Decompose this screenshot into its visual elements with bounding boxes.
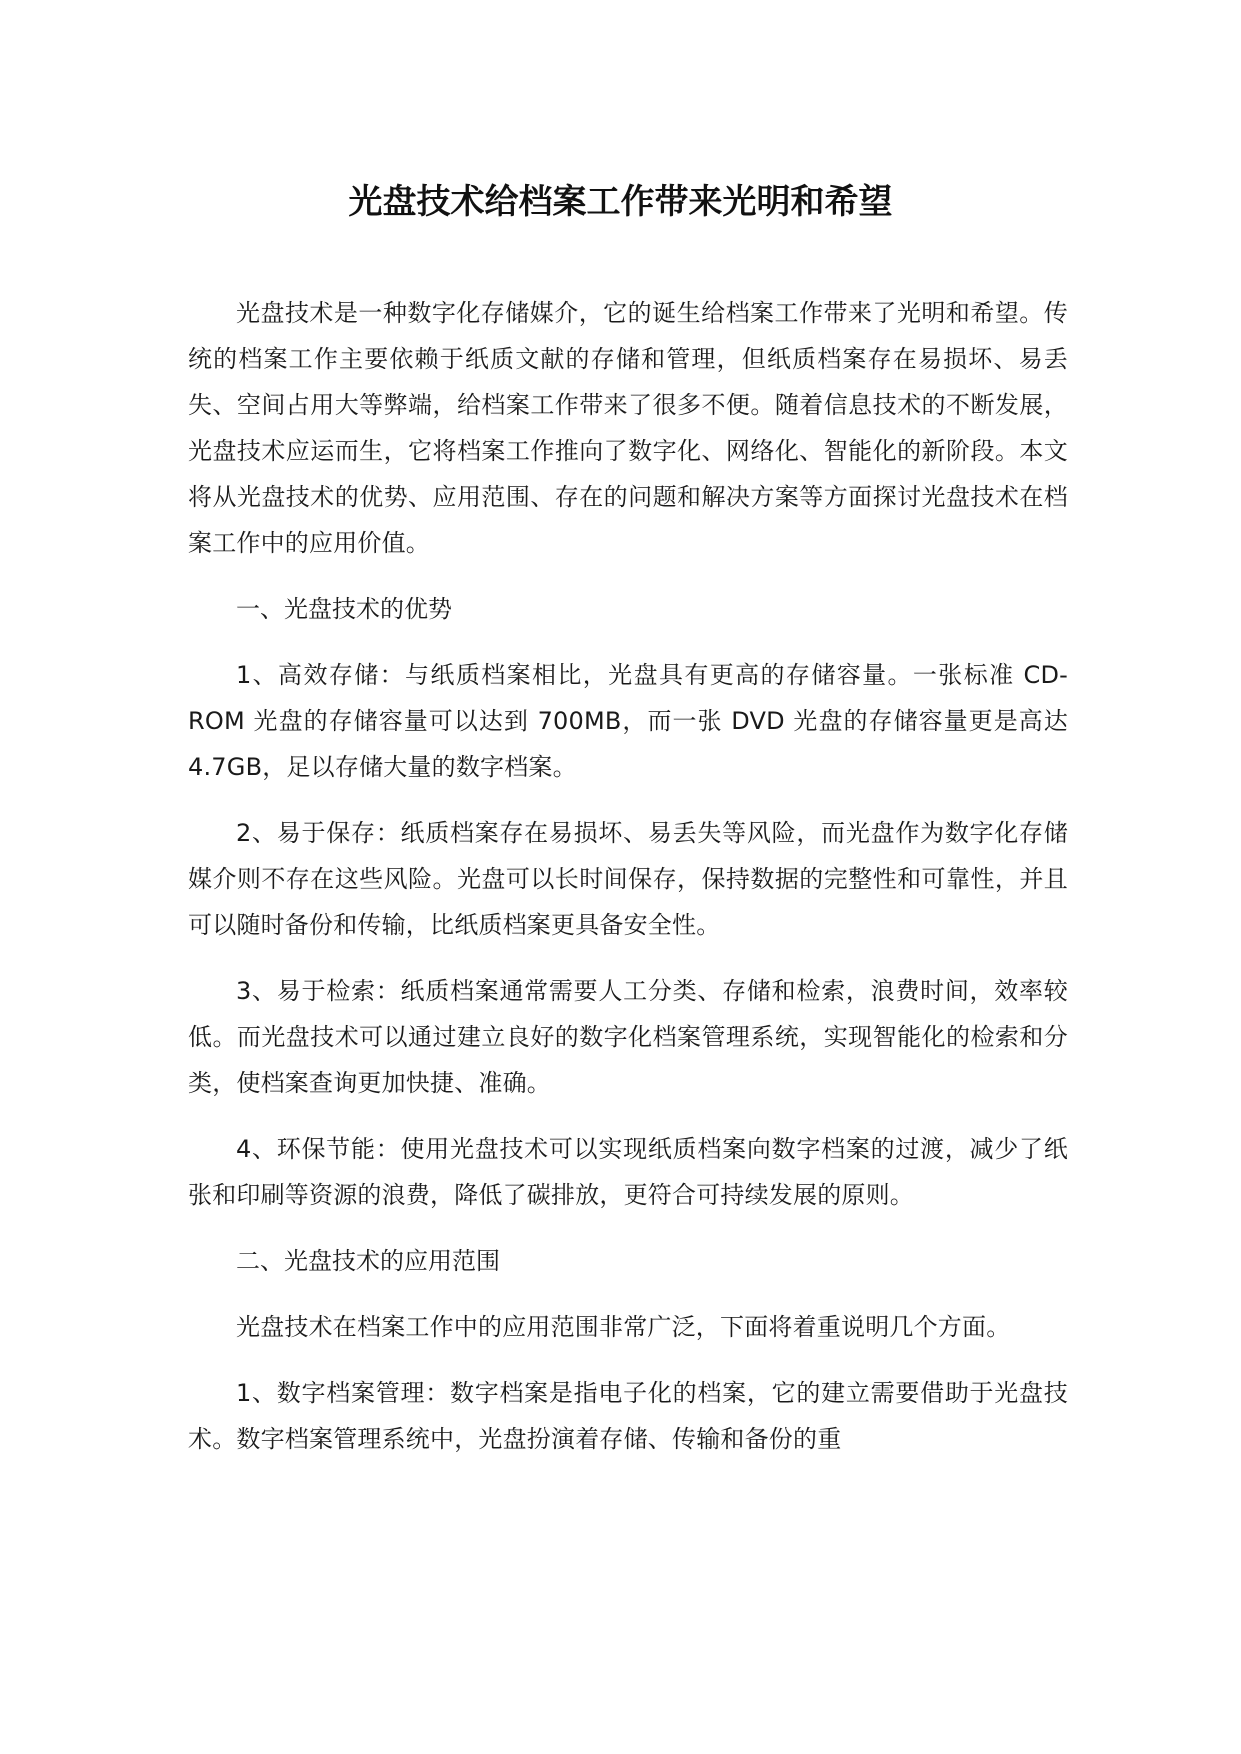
paragraph-advantage-storage: 1、高效存储：与纸质档案相比，光盘具有更高的存储容量。一张标准 CD-ROM 光盘的存储容量可以达到 700MB，而一张 DVD 光盘的存储容量更是高达 4.7GB，足以存储大量的数字档案。 — [188, 661, 1068, 781]
paragraph-advantage-preservation: 2、易于保存：纸质档案存在易损坏、易丢失等风险，而光盘作为数字化存储媒介则不存在这些风险。光盘可以长时间保存，保持数据的完整性和可靠性，并且可以随时备份和传输，比纸质档案更具备安全性。 — [188, 819, 1068, 939]
paragraph-applications-intro: 光盘技术在档案工作中的应用范围非常广泛，下面将着重说明几个方面。 — [236, 1313, 1011, 1341]
paragraph-intro: 光盘技术是一种数字化存储媒介，它的诞生给档案工作带来了光明和希望。传统的档案工作主要依赖于纸质文献的存储和管理，但纸质档案存在易损坏、易丢失、空间占用大等弊端，给档案工作带来了很多不便。随着信息技术的不断发展，光盘技术应运而生，它将档案工作推向了数字化、网络化、智能化的新阶段。本文将从光盘技术的优势、应用范围、存在的问题和解决方案等方面探讨光盘技术在档案工作中的应用价值。 — [188, 299, 1068, 557]
paragraph-advantage-eco: 4、环保节能：使用光盘技术可以实现纸质档案向数字档案的过渡，减少了纸张和印刷等资源的浪费，降低了碳排放，更符合可持续发展的原则。 — [188, 1135, 1068, 1209]
document-title: 光盘技术给档案工作带来光明和希望 — [348, 182, 893, 222]
paragraph-advantage-retrieval: 3、易于检索：纸质档案通常需要人工分类、存储和检索，浪费时间，效率较低。而光盘技术可以通过建立良好的数字化档案管理系统，实现智能化的检索和分类，使档案查询更加快捷、准确。 — [188, 977, 1068, 1097]
section-heading-applications: 二、光盘技术的应用范围 — [236, 1247, 500, 1275]
document-body — [188, 290, 1068, 1482]
section-heading-advantages: 一、光盘技术的优势 — [236, 595, 452, 623]
paragraph-application-digital-archive: 1、数字档案管理：数字档案是指电子化的档案，它的建立需要借助于光盘技术。数字档案管理系统中，光盘扮演着存储、传输和备份的重 — [188, 1379, 1068, 1453]
